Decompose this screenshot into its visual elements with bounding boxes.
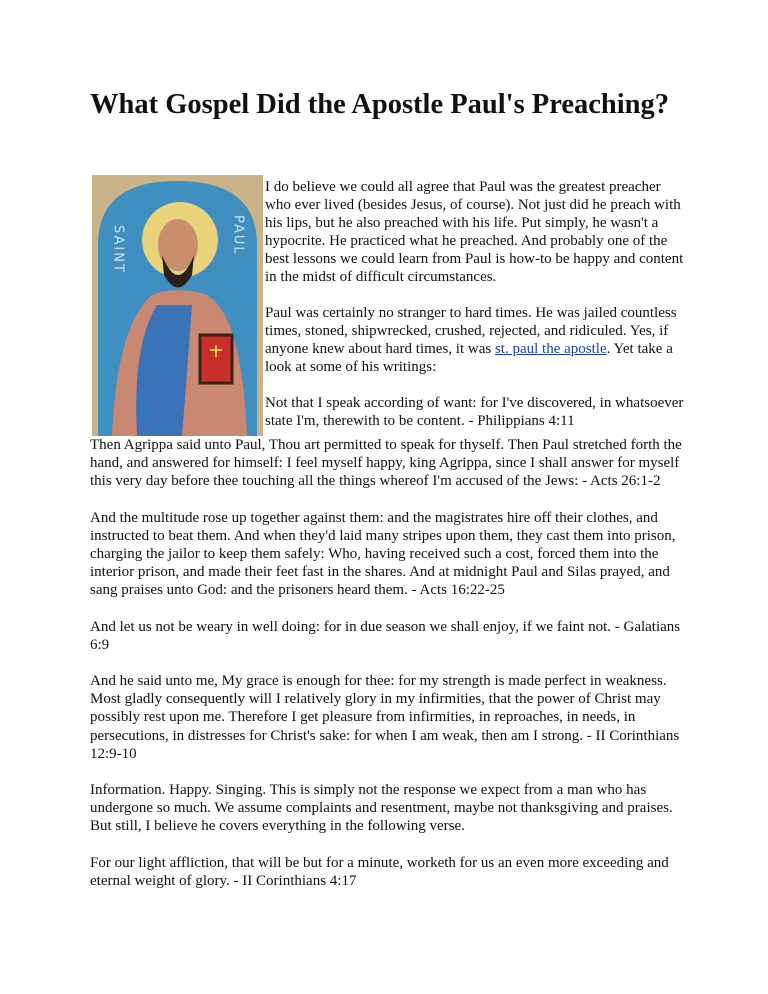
page-title: What Gospel Did the Apostle Paul's Preaching? xyxy=(90,89,670,120)
acts-26-quote: Then Agrippa said unto Paul, Thou art permitted to speak for thyself. Then Paul stretched forth the hand, and answered for himself: I feel myself happy, king Agrippa, since I shall answer for myself this very day before thee touching all the things whereof I'm accused of the Jews: - Acts 26:1-2 xyxy=(90,437,682,490)
galatians-quote: And let us not be weary in well doing: for in due season we shall enjoy, if we faint not. - Galatians 6:9 xyxy=(90,618,681,653)
article-body xyxy=(90,436,686,908)
intro-column xyxy=(265,178,685,448)
corinthians-4-quote: For our light affliction, that will be but for a minute, worketh for us an even more exceeding and eternal weight of glory. - II Corinthians 4:17 xyxy=(90,854,669,889)
commentary-paragraph: Information. Happy. Singing. This is simply not the response we expect from a man who has undergone so much. We assume complaints and resentment, maybe not thanksgiving and praises. But still, I believe he covers everything in the following verse. xyxy=(90,782,673,835)
paragraph-text: . Yet take a look at some of his writings: xyxy=(265,341,673,375)
philippians-quote: Not that I speak according of want: for I've discovered, in whatsoever state I'm, therewith to be content. - Philippians 4:11 xyxy=(265,395,684,429)
image-lettering-paul: PAUL xyxy=(230,215,246,256)
hard-times-paragraph xyxy=(265,304,685,376)
paragraph-text: Paul was certainly no stranger to hard times. He was jailed countless times, stoned, shipwrecked, crushed, rejected, and ridiculed. Yes, if anyone knew about hard times, it was xyxy=(265,305,677,357)
saint-paul-icon-image xyxy=(92,175,263,436)
image-lettering-saint: SAINT xyxy=(110,225,126,274)
intro-paragraph: I do believe we could all agree that Paul was the greatest preacher who ever lived (besides Jesus, of course). Not just did he preach with his lips, but he also preached with his life. Put simply, he wasn't a hypocrite. He practiced what he preached. And probably one of the best lessons we could learn from Paul is how-to be happy and content in the midst of difficult circumstances. xyxy=(265,179,684,285)
st-paul-the-apostle-link[interactable]: st. paul the apostle xyxy=(494,341,607,357)
corinthians-12-quote: And he said unto me, My grace is enough for thee: for my strength is made perfect in weakness. Most gladly consequently will I relatively glory in my infirmities, that the power of Christ may possibly rest upon me. Therefore I get pleasure from infirmities, in reproaches, in needs, in persecutions, in distresses for Christ's sake: for when I am weak, then am I strong. - II Corinthians 12:9-10 xyxy=(90,673,680,762)
acts-16-quote: And the multitude rose up together against them: and the magistrates hire off their clothes, and instructed to beat them. And when they'd laid many stripes upon them, they cast them into prison, charging the jailor to keep them safely: Who, having received such a cost, forced them into the interior prison, and made their feet fast in the shares. And at midnight Paul and Silas prayed, and sang praises unto God: and the prisoners heard them. - Acts 16:22-25 xyxy=(90,509,676,599)
